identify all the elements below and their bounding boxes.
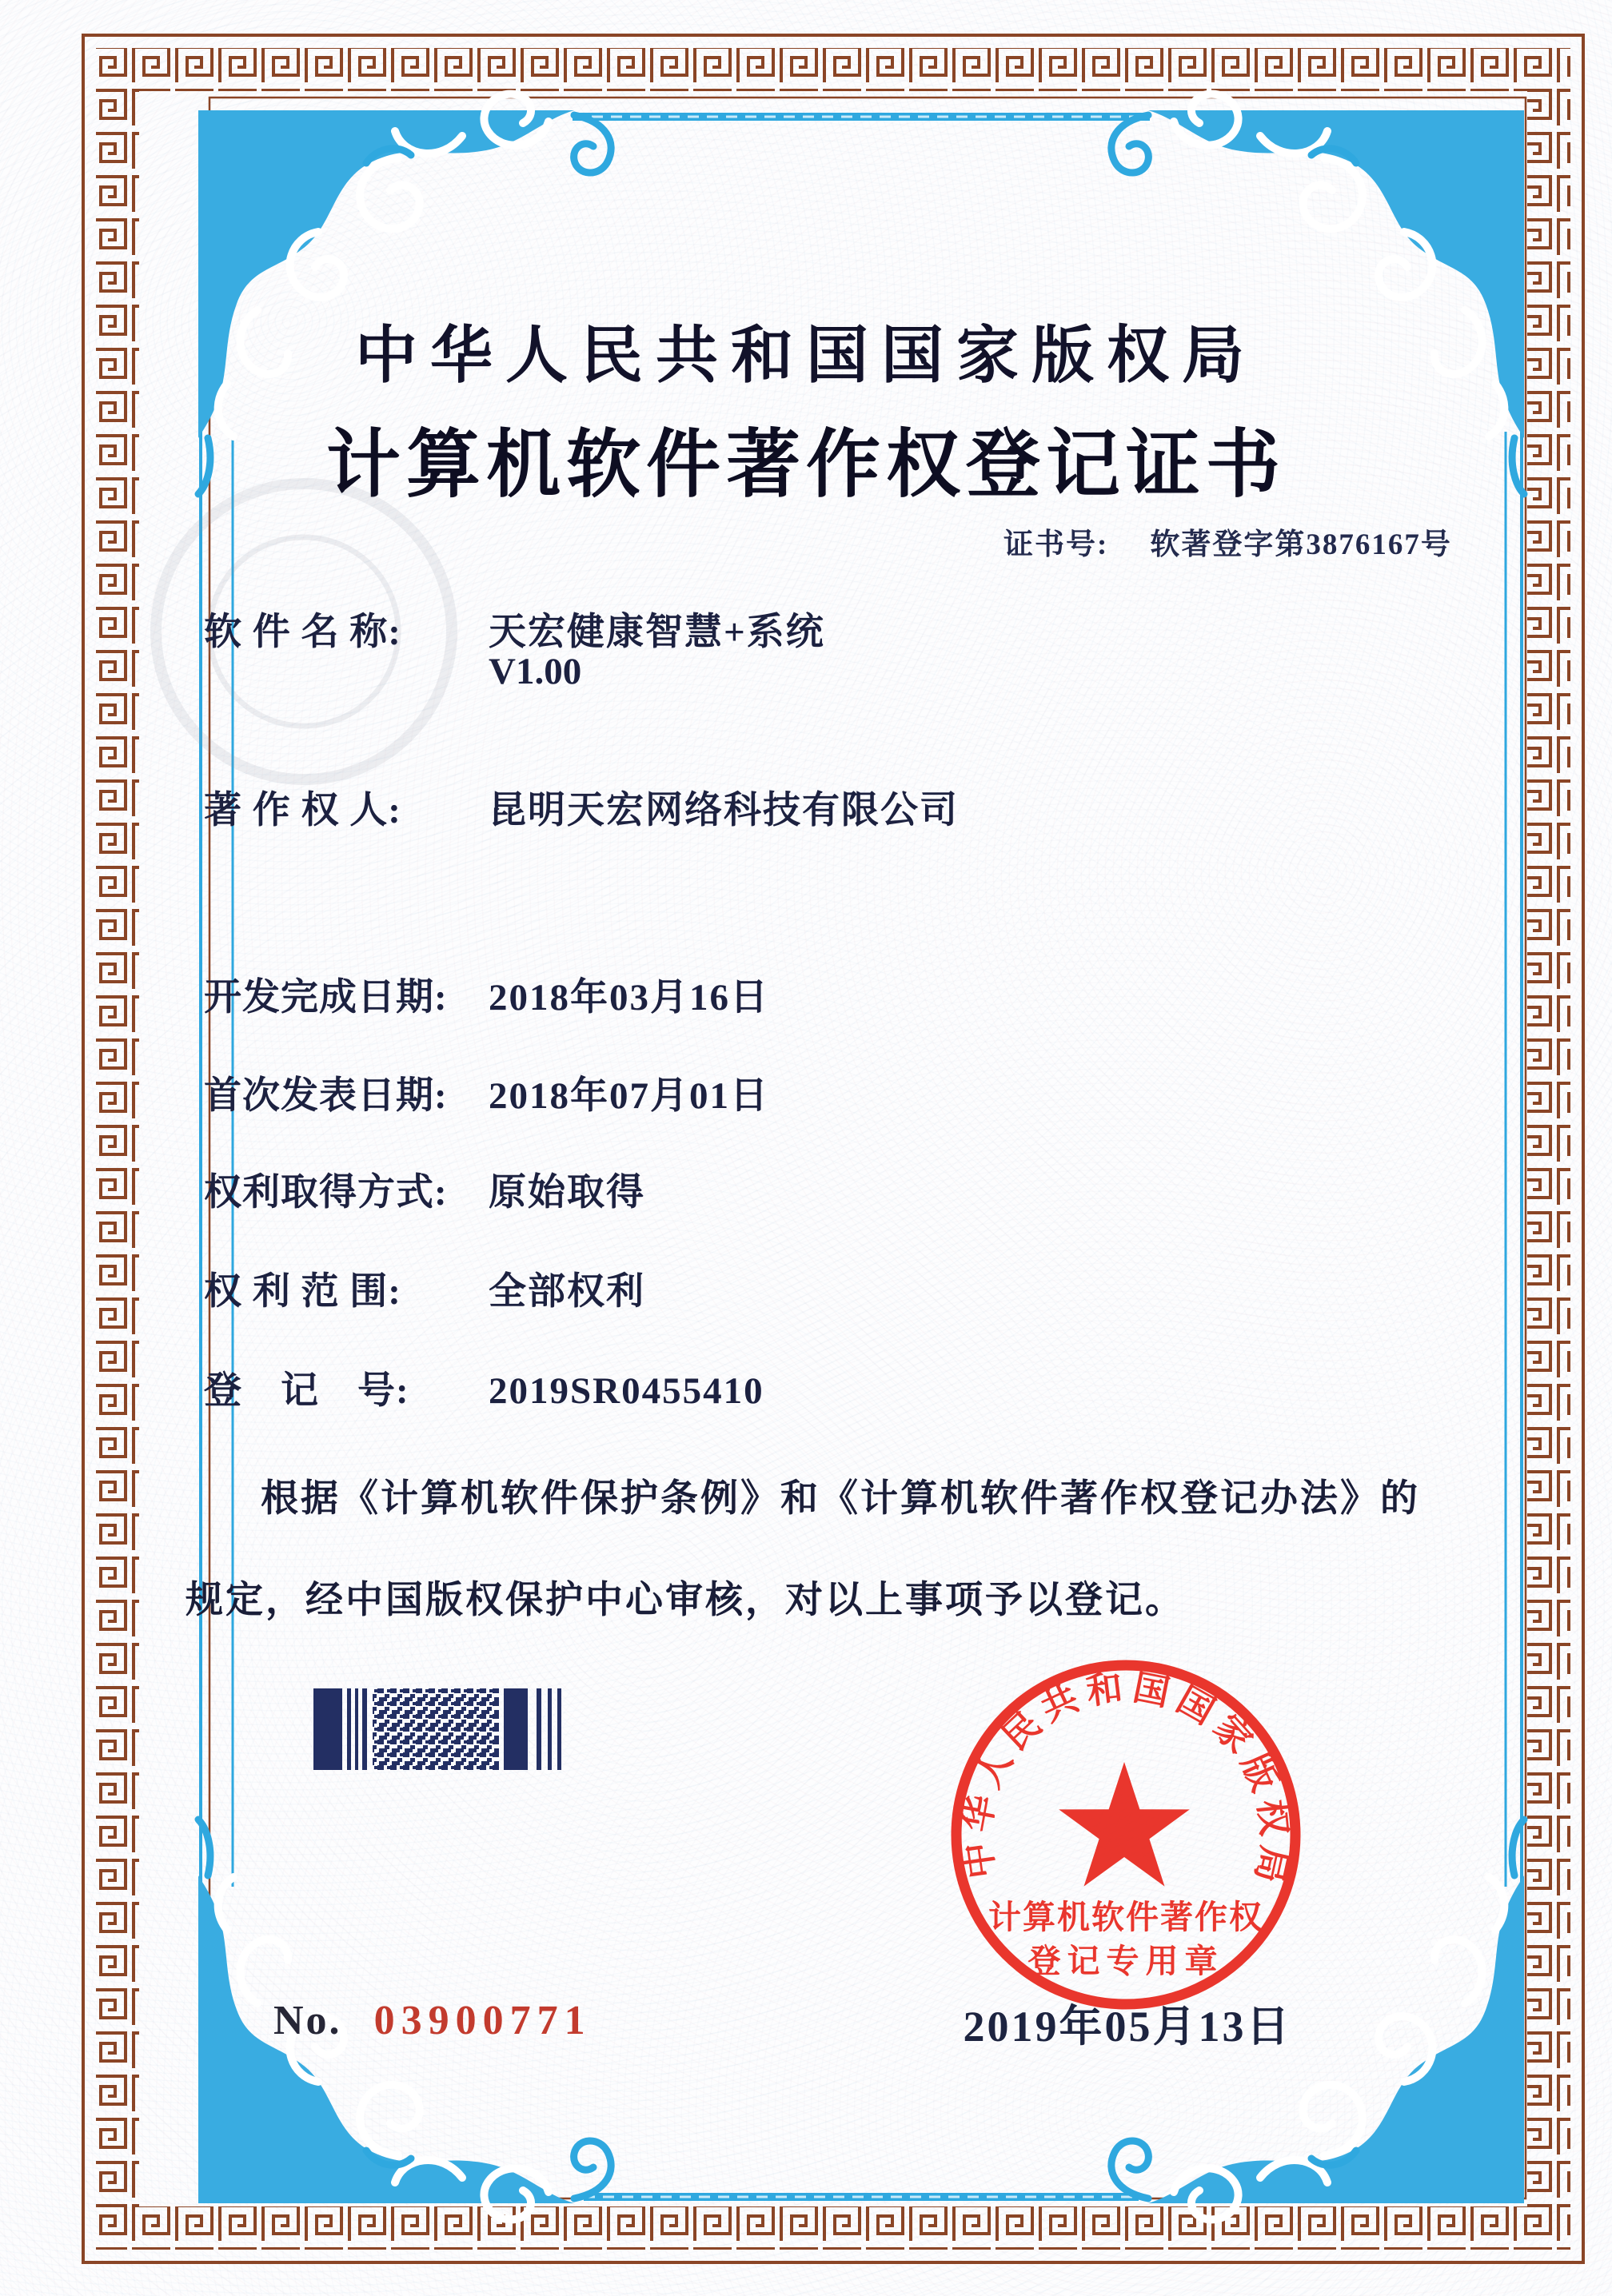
field-row-first-publish-date [204,1066,769,1119]
field-label: 首次发表日期: [204,1075,448,1117]
seal-line2: 登记专用章 [1027,1943,1224,1979]
field-value: 原始取得 [489,1172,645,1214]
legal-text-line: 根据《计算机软件保护条例》和《计算机软件著作权登记办法》的 [261,1478,1420,1520]
legal-text-line: 规定，经中国版权保护中心审核，对以上事项予以登记。 [186,1579,1185,1621]
field-row-rights-scope [204,1262,645,1315]
field-row-software-name [204,602,825,656]
field-value: 2019SR0455410 [489,1370,764,1412]
star-icon [1059,1762,1190,1887]
field-label: 登 记 号: [204,1370,409,1412]
field-label: 著 作 权 人: [204,790,401,831]
field-row-copyright-owner [204,780,959,834]
field-row-acquisition-method [204,1162,645,1216]
field-value: 昆明天宏网络科技有限公司 [489,790,959,831]
seal-arc-text: 中华人民共和国国家版权局 [956,1667,1295,1894]
serial-number-row [273,1997,592,2044]
field-row-completion-date [204,967,769,1021]
field-value: 天宏健康智慧+系统 [489,612,825,653]
cert-no-label: 证书号: [1004,528,1109,561]
field-row-registration-number [204,1361,764,1414]
serial-no-prefix: No. [273,1998,342,2043]
field-value: 全部权利 [489,1271,645,1313]
certificate-number-row [1004,520,1452,563]
legal-statement [186,1476,1497,1624]
field-label: 权 利 范 围: [204,1271,401,1313]
serial-no-number: 03900771 [373,1998,592,2043]
seal-line1: 计算机软件著作权 [988,1899,1263,1935]
cert-no-value: 软著登字第3876167号 [1150,528,1452,561]
issuer-title: 中华人民共和国国家版权局 [354,321,1257,390]
software-version: V1.00 [489,651,582,692]
field-value: 2018年07月01日 [489,1075,769,1117]
field-label: 开发完成日期: [204,977,448,1018]
official-seal [902,1608,1350,2056]
field-value: 2018年03月16日 [489,977,769,1018]
issue-date: 2019年05月13日 [963,2003,1292,2051]
field-label: 权利取得方式: [204,1172,448,1214]
field-label: 软 件 名 称: [204,612,401,653]
certificate-title: 计算机软件著作权登记证书 [326,425,1286,507]
barcode [313,1688,577,1770]
